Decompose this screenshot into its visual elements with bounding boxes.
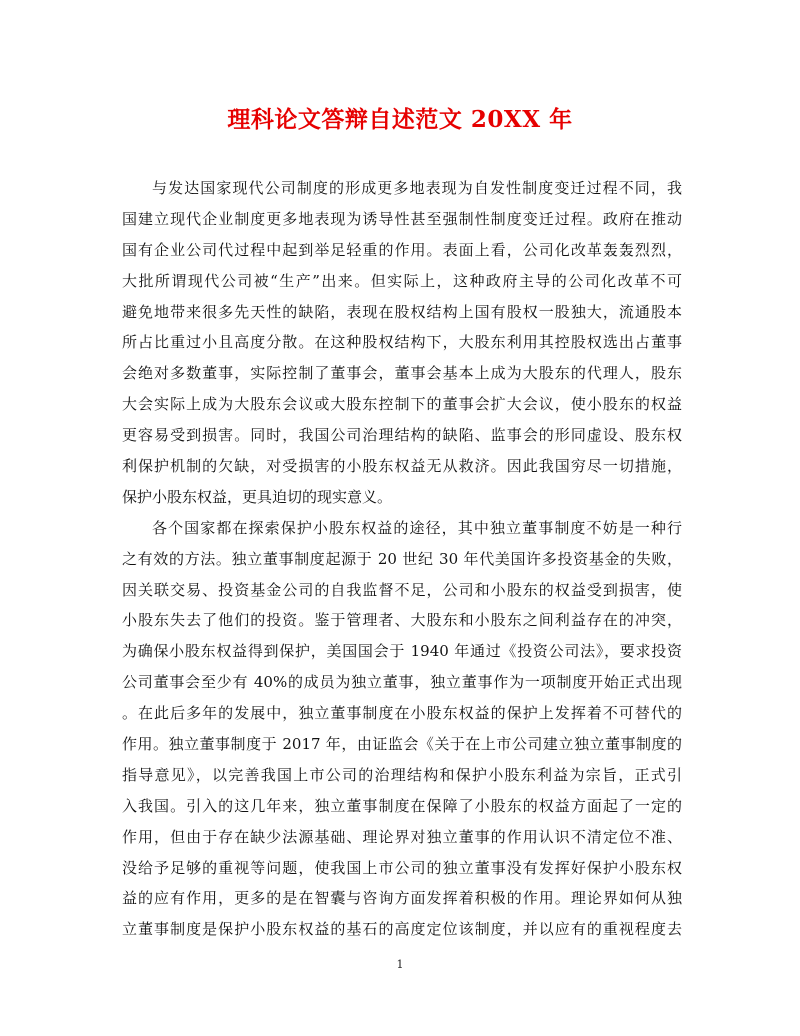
paragraph-2-line-7: 。在此后多年的发展中，独立董事制度在小股东权益的保护上发挥着不可替代的 [122,704,682,723]
paragraph-1-line-8: 大会实际上成为大股东会议或大股东控制下的董事会扩大会议，使小股东的权益 [122,395,682,414]
paragraph-1-line-3: 国有企业公司代过程中起到举足轻重的作用。表面上看，公司化改革轰轰烈烈， [122,240,682,259]
paragraph-2-line-6: 公司董事会至少有 40%的成员为独立董事，独立董事作为一项制度开始正式出现 [122,673,682,692]
paragraph-2-line-1: 各个国家都在探索保护小股东权益的途径，其中独立董事制度不妨是一种行 [152,518,682,537]
paragraph-1-line-6: 所占比重过小且高度分散。在这种股权结构下，大股东利用其控股权选出占董事 [122,333,682,352]
paragraph-2-line-2: 之有效的方法。独立董事制度起源于 20 世纪 30 年代美国许多投资基金的失败， [122,549,682,568]
paragraph-2-line-13: 益的应有作用，更多的是在智囊与咨询方面发挥着积极的作用。理论界如何从独 [122,889,682,908]
paragraph-1-line-9: 更容易受到损害。同时，我国公司治理结构的缺陷、监事会的形同虚设、股东权 [122,426,682,445]
paragraph-2-line-9: 指导意见》，以完善我国上市公司的治理结构和保护小股东利益为宗旨，正式引 [122,765,682,784]
paragraph-2-line-3: 因关联交易、投资基金公司的自我监督不足，公司和小股东的权益受到损害，使 [122,580,682,599]
paragraph-2-line-4: 小股东失去了他们的投资。鉴于管理者、大股东和小股东之间利益存在的冲突， [122,611,682,630]
document-title: 理科论文答辩自述范文 20XX 年 [227,106,573,133]
page-number: 1 [396,958,404,971]
document-body [122,173,682,945]
paragraph-1-line-10: 利保护机制的欠缺，对受损害的小股东权益无从救济。因此我国穷尽一切措施， [122,457,682,476]
paragraph-1-line-5: 避免地带来很多先天性的缺陷，表现在股权结构上国有股权一股独大，流通股本 [122,302,682,321]
paragraph-2-line-14: 立董事制度是保护小股东权益的基石的高度定位该制度，并以应有的重视程度去 [122,920,682,939]
paragraph-2-line-5: 为确保小股东权益得到保护，美国国会于 1940 年通过《投资公司法》，要求投资 [122,642,682,661]
paragraph-1-line-11: 保护小股东权益，更具迫切的现实意义。 [122,487,393,506]
paragraph-1-line-1: 与发达国家现代公司制度的形成更多地表现为自发性制度变迁过程不同，我 [152,179,682,197]
paragraph-2-line-8: 作用。独立董事制度于 2017 年，由证监会《关于在上市公司建立独立董事制度的 [122,735,682,754]
paragraph-2-line-10: 入我国。引入的这几年来，独立董事制度在保障了小股东的权益方面起了一定的 [122,796,682,815]
paragraph-2-line-11: 作用，但由于存在缺少法源基础、理论界对独立董事的作用认识不清定位不准、 [122,827,682,846]
paragraph-1-line-4: 大批所谓现代公司被“生产”出来。但实际上，这种政府主导的公司化改革不可 [122,271,682,290]
paragraph-1-line-7: 会绝对多数董事，实际控制了董事会，董事会基本上成为大股东的代理人，股东 [122,364,682,383]
paragraph-1-line-2: 国建立现代企业制度更多地表现为诱导性甚至强制性制度变迁过程。政府在推动 [122,209,682,228]
paragraph-2-line-12: 没给予足够的重视等问题，使我国上市公司的独立董事没有发挥好保护小股东权 [122,858,682,877]
